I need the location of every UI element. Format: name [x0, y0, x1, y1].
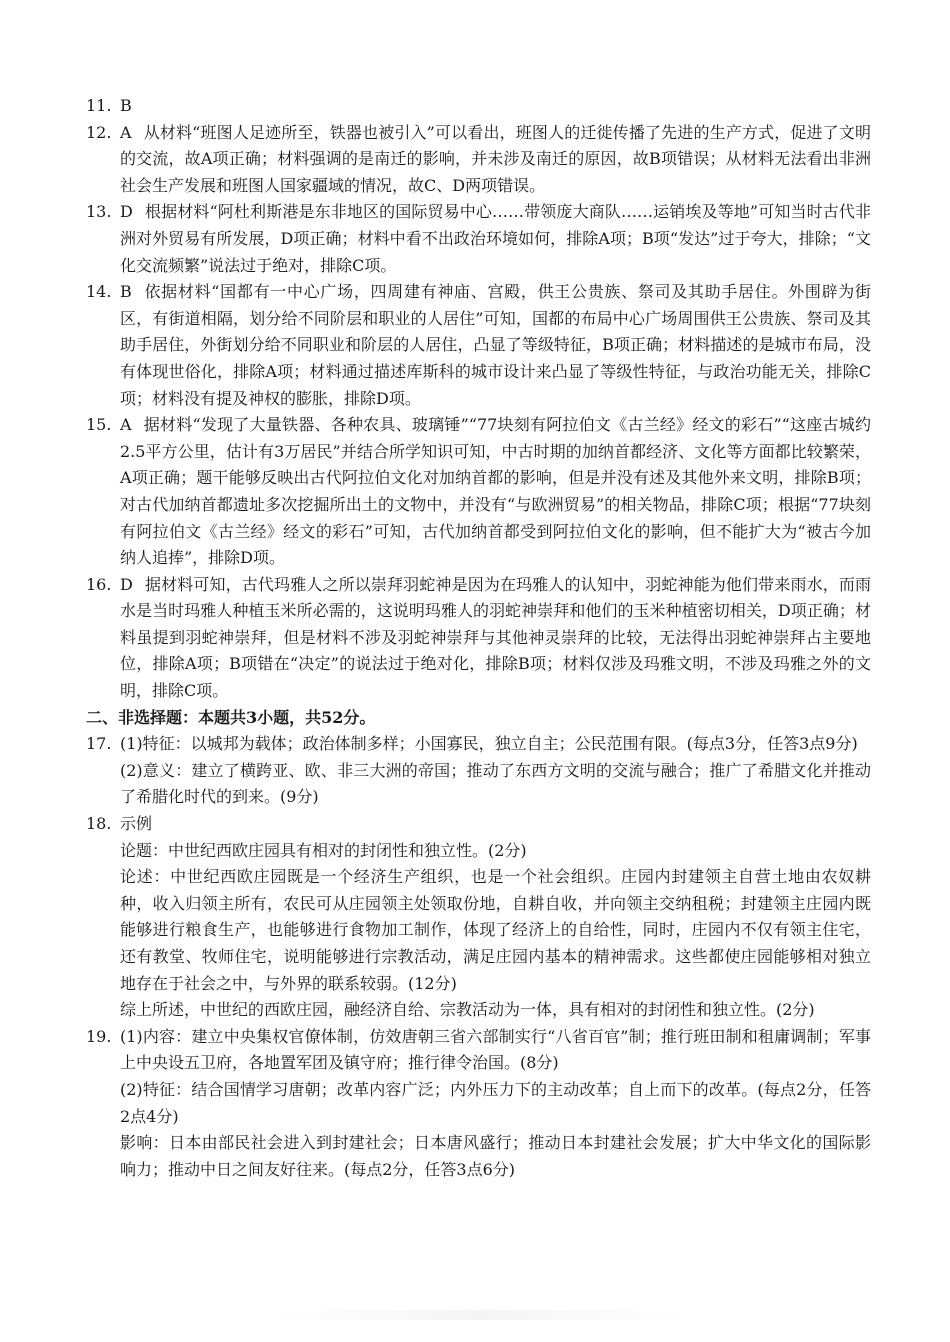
section-heading: 二、非选择题：本题共3小题，共52分。: [86, 707, 376, 727]
answer-letter: D: [120, 574, 133, 594]
answer-item-18: [86, 811, 871, 1024]
answer-part-1: (1)特征：以城邦为载体；政治体制多样；小国寡民，独立自主；公民范围有限。(每点3分，任答3点9分): [120, 734, 858, 754]
answer-letter: D: [120, 202, 133, 222]
answer-item-13: [86, 199, 871, 279]
item-number: 11.: [86, 96, 112, 115]
example-label: 示例: [120, 814, 153, 834]
item-number: 15.: [86, 415, 112, 435]
answer-item-11: [86, 93, 871, 120]
thesis-text: 论题：中世纪西欧庄园具有相对的封闭性和独立性。(2分): [120, 840, 527, 860]
item-number: 13.: [86, 202, 112, 222]
answer-content: [86, 93, 871, 1183]
answer-part-3: 影响：日本由部民社会进入到封建社会；日本唐风盛行；推动日本封建社会发展；扩大中华文化的国际影响力；推动中日之间友好往来。(每点2分，任答3点6分): [120, 1133, 871, 1179]
answer-part-1: (1)内容：建立中央集权官僚体制，仿效唐朝三省六部制实行“八省百官”制；推行班田制和租庸调制；军事上中央设五卫府，各地置军团及镇守府；推行律令治国。(8分): [120, 1026, 871, 1073]
item-number: 12.: [86, 122, 112, 142]
item-number: 14.: [86, 282, 112, 302]
answer-item-19: [86, 1024, 871, 1184]
answer-item-17: [86, 731, 871, 811]
answer-letter: B: [120, 282, 132, 302]
answer-part-2: (2)特征：结合国情学习唐朝；改革内容广泛；内外压力下的主动改革；自上而下的改革。(每点2分，任答2点4分): [120, 1079, 871, 1126]
explanation-text: 根据材料“阿杜利斯港是东非地区的国际贸易中心……带领庞大商队……运销埃及等地”可知当时古代非洲对外贸易有所发展，D项正确；材料中看不出政治环境如何，排除A项；B项“发达”过于夸大，排除；“文化交流频繁”说法过于绝对，排除C项。: [120, 202, 871, 275]
answer-letter: A: [120, 122, 132, 142]
conclusion-text: 综上所述，中世纪的西欧庄园，融经济自给、宗教活动为一体，具有相对的封闭性和独立性。(2分): [120, 1000, 815, 1020]
answer-item-14: [86, 279, 871, 412]
explanation-text: 从材料“班图人足迹所至，铁器也被引入”可以看出，班图人的迁徙传播了先进的生产方式，促进了文明的交流，故A项正确；材料强调的是南迁的影响，并未涉及南迁的原因，故B项错误；从材料无法看出非洲社会生产发展和班图人国家疆域的情况，故C、D两项错误。: [120, 122, 871, 195]
explanation-text: 据材料“发现了大量铁器、各种农具、玻璃锤”“77块刻有阿拉伯文《古兰经》经文的彩石”“这座古城约2.5平方公里，估计有3万居民”并结合所学知识可知，中古时期的加纳首都经济、文化等方面都比较繁荣，A项正确；题干能够反映出古代阿拉伯文化对加纳首都的影响，但是并没有述及其他外来文明，排除B项；对古代加纳首都遗址多次挖掘所出土的文物中，并没有“与欧洲贸易”的相关物品，排除C项；根据“77块刻有阿拉伯文《古兰经》经文的彩石”可知，古代加纳首都受到阿拉伯文化的影响，但不能扩大为“被古今加纳人追捧”，排除D项。: [120, 415, 871, 568]
answer-item-12: [86, 120, 871, 200]
answer-part-2: (2)意义：建立了横跨亚、欧、非三大洲的帝国；推动了东西方文明的交流与融合；推广了希腊文化并推动了希腊化时代的到来。(9分): [120, 760, 871, 807]
item-number: 17.: [86, 734, 112, 754]
faded-footer: [270, 1310, 690, 1320]
answer-item-15: [86, 412, 871, 572]
item-number: 16.: [86, 574, 112, 594]
answer-letter: B: [120, 96, 132, 115]
argument-text: 论述：中世纪西欧庄园既是一个经济生产组织，也是一个社会组织。庄园内封建领主自营土地由农奴耕种，收入归领主所有，农民可从庄园领主处领取份地，自耕自收，并向领主交纳租税；封建领主庄园内既能够进行粮食生产，也能够进行食物加工制作，体现了经济上的自给性，同时，庄园内不仅有领主住宅，还有教堂、牧师住宅，说明能够进行宗教活动，满足庄园内基本的精神需求。这些都使庄园能够相对独立地存在于社会之中，与外界的联系较弱。(12分): [120, 867, 871, 993]
answer-letter: A: [120, 415, 132, 435]
item-number: 18.: [86, 814, 112, 834]
answer-item-16: [86, 572, 871, 705]
explanation-text: 据材料可知，古代玛雅人之所以崇拜羽蛇神是因为在玛雅人的认知中，羽蛇神能为他们带来雨水，而雨水是当时玛雅人种植玉米所必需的，这说明玛雅人的羽蛇神崇拜和他们的玉米种植密切相关，D项正确；材料虽提到羽蛇神崇拜，但是材料不涉及羽蛇神崇拜与其他神灵崇拜的比较，无法得出羽蛇神崇拜占主要地位，排除A项；B项错在“决定”的说法过于绝对化，排除B项；材料仅涉及玛雅文明，不涉及玛雅之外的文明，排除C项。: [120, 574, 871, 701]
explanation-text: 依据材料“国都有一中心广场，四周建有神庙、宫殿，供王公贵族、祭司及其助手居住。外围辟为街区，有街道相隔，划分给不同阶层和职业的人居住”可知，国都的布局中心广场周围供王公贵族、祭司及其助手居住，外街划分给不同职业和阶层的人居住，凸显了等级特征，B项正确；材料描述的是城市布局，没有体现世俗化，排除A项；材料通过描述库斯科的城市设计来凸显了等级性特征，与政治功能无关，排除C项；材料没有提及神权的膨胀，排除D项。: [120, 282, 871, 408]
item-number: 19.: [86, 1026, 112, 1046]
